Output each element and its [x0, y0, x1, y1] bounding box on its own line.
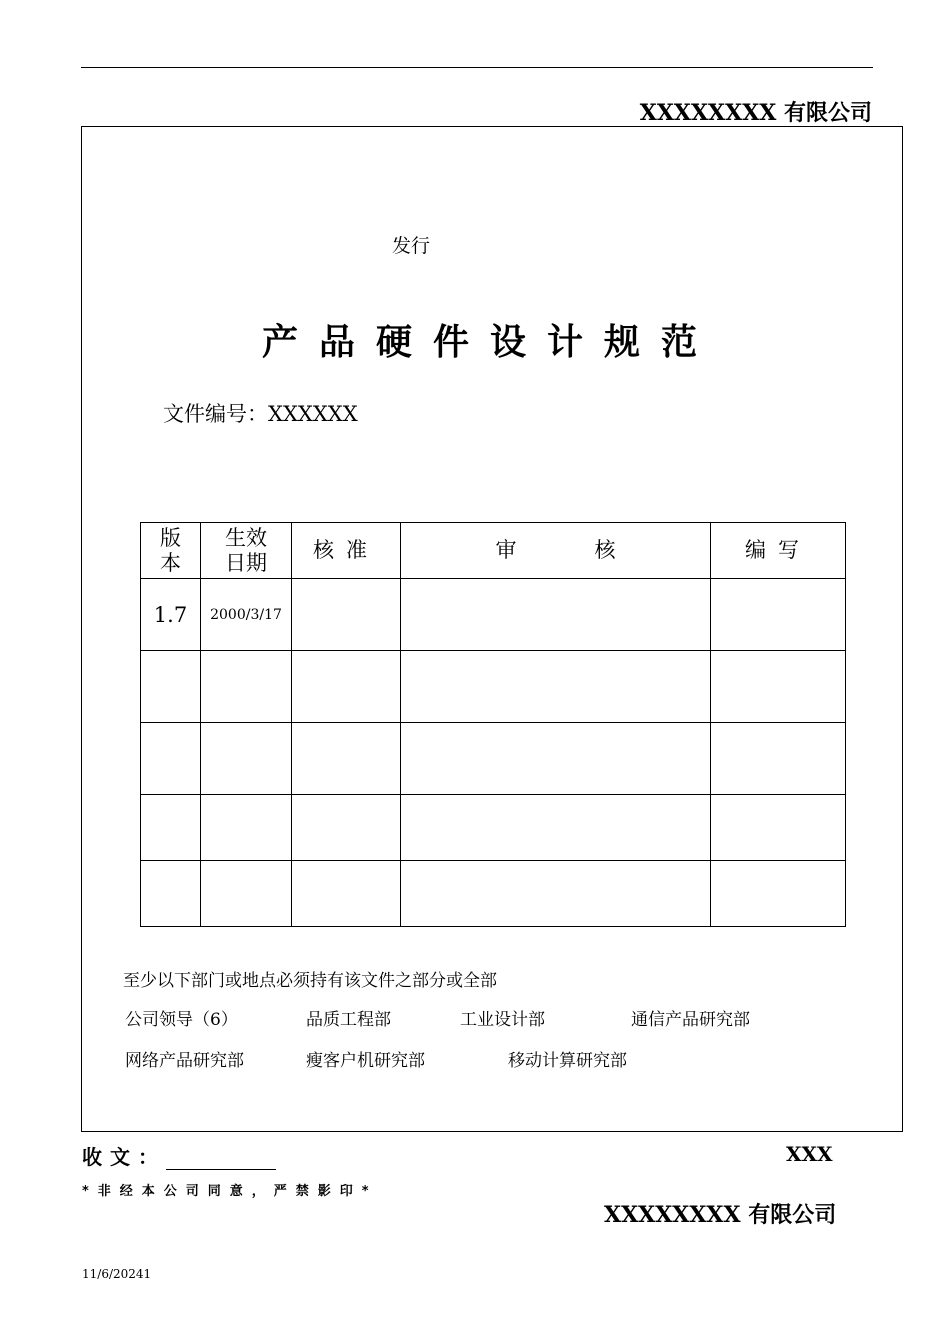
cell-version [141, 723, 201, 795]
department-industrial-design: 工业设计部 [460, 1010, 545, 1030]
receipt-field [82, 1141, 276, 1170]
cell-author [711, 795, 846, 861]
header-approve: 核准 [292, 523, 401, 579]
department-leadership: 公司领导（6） [125, 1010, 238, 1030]
receipt-blank-line [166, 1147, 276, 1170]
cell-review [401, 861, 711, 927]
footer-code: XXX [786, 1142, 833, 1166]
header-effective-date: 生效日期 [201, 523, 292, 579]
distribution-title: 至少以下部门或地点必须持有该文件之部分或全部 [123, 971, 497, 991]
header-version: 版本 [141, 523, 201, 579]
cell-approve [292, 861, 401, 927]
copy-warning: *非经本公司同意，严禁影印* [82, 1184, 378, 1199]
department-network: 网络产品研究部 [125, 1051, 244, 1071]
revision-header-row [141, 523, 846, 579]
cell-approve [292, 795, 401, 861]
department-mobile-computing: 移动计算研究部 [508, 1051, 627, 1071]
department-communications: 通信产品研究部 [631, 1010, 750, 1030]
cell-review [401, 651, 711, 723]
company-name-footer: XXXXXXXX 有限公司 [604, 1202, 837, 1228]
company-name-header: XXXXXXXX 有限公司 [639, 100, 872, 126]
table-row [141, 579, 846, 651]
revision-table [140, 522, 846, 927]
document-number: 文件编号：XXXXXX [163, 402, 358, 426]
cell-version [141, 861, 201, 927]
cell-review [401, 723, 711, 795]
cell-date: 2000/3/17 [201, 579, 292, 651]
department-quality: 品质工程部 [306, 1010, 391, 1030]
header-review: 审核 [401, 523, 711, 579]
cell-date [201, 861, 292, 927]
cell-author [711, 579, 846, 651]
table-row [141, 861, 846, 927]
receipt-label: 收文： [82, 1145, 166, 1169]
cell-date [201, 723, 292, 795]
table-row [141, 723, 846, 795]
cell-review [401, 795, 711, 861]
cell-author [711, 651, 846, 723]
cell-version [141, 651, 201, 723]
cell-version [141, 795, 201, 861]
cell-version: 1.7 [141, 579, 201, 651]
cell-approve [292, 651, 401, 723]
footer-date: 11/6/20241 [82, 1267, 152, 1281]
document-title: 产品硬件设计规范 [262, 321, 719, 363]
cell-author [711, 861, 846, 927]
cell-author [711, 723, 846, 795]
header-author: 编写 [711, 523, 846, 579]
header-rule [81, 67, 873, 68]
table-row [141, 651, 846, 723]
cell-date [201, 651, 292, 723]
cell-approve [292, 723, 401, 795]
cell-review [401, 579, 711, 651]
department-thin-client: 瘦客户机研究部 [306, 1051, 425, 1071]
table-row [141, 795, 846, 861]
cell-approve [292, 579, 401, 651]
issue-label: 发行 [392, 235, 431, 257]
cell-date [201, 795, 292, 861]
